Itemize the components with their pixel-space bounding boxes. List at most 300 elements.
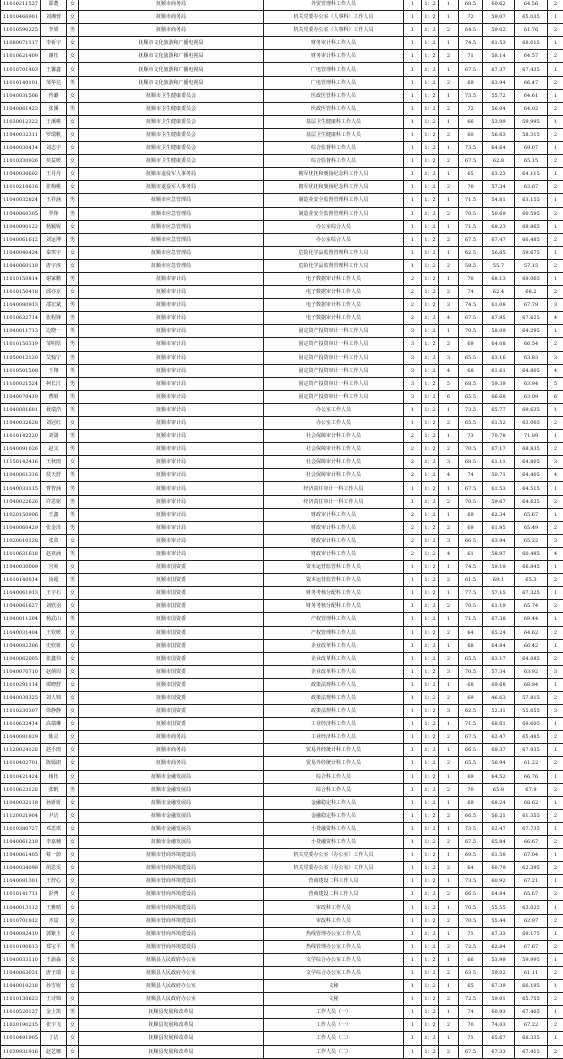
exam-id-cell: 11040070710 bbox=[1, 665, 41, 678]
interview-score-cell: 58.97 bbox=[483, 547, 515, 560]
exam-id-cell: 11040082410 bbox=[1, 927, 41, 940]
position-cell: 审改科工作人员 bbox=[264, 901, 404, 914]
ratio-cell: 1：2 bbox=[422, 888, 439, 901]
gender-cell: 男 bbox=[67, 364, 79, 377]
quota-cell: 1 bbox=[404, 836, 422, 849]
rank-cell: 1 bbox=[439, 115, 459, 128]
name-cell: 邹明厚 bbox=[41, 338, 67, 351]
name-cell: 艾翰宁 bbox=[41, 351, 67, 364]
name-cell: 王舒心 bbox=[41, 875, 67, 888]
total-score-cell: 67.22 bbox=[515, 1019, 548, 1032]
name-cell: 杨颖妮 bbox=[41, 220, 67, 233]
table-row bbox=[1, 652, 563, 665]
ratio-cell: 1：2 bbox=[422, 128, 439, 141]
exam-id-cell: 11010623128 bbox=[1, 783, 41, 796]
table-row bbox=[1, 875, 563, 888]
interview-score-cell: 56.04 bbox=[483, 102, 515, 115]
ratio-cell: 1：2 bbox=[422, 705, 439, 718]
name-cell: 金士凯 bbox=[41, 1006, 67, 1019]
table-row bbox=[1, 1019, 563, 1032]
department-cell: 抚顺市国资委 bbox=[79, 652, 264, 665]
position-cell: 固定资产投资审计一科工作人员 bbox=[264, 338, 404, 351]
quota-cell: 1 bbox=[404, 246, 422, 259]
ratio-cell: 1：2 bbox=[422, 37, 439, 50]
exam-id-cell: 11040091026 bbox=[1, 443, 41, 456]
gender-cell: 女 bbox=[67, 534, 79, 547]
name-cell: 郭紫玉 bbox=[41, 927, 67, 940]
exam-id-cell: 11010190613 bbox=[1, 940, 41, 953]
exam-id-cell: 11040040424 bbox=[1, 246, 41, 259]
gender-cell: 女 bbox=[67, 0, 79, 11]
exam-id-cell: 11040081601 bbox=[1, 403, 41, 416]
table-row bbox=[1, 993, 563, 1006]
table-row bbox=[1, 233, 563, 246]
exam-id-cell: 11020190215 bbox=[1, 1019, 41, 1032]
written-score-cell: 68 bbox=[459, 639, 483, 652]
ratio-cell: 1：2 bbox=[422, 1019, 439, 1032]
position-cell: 企业改革科工作人员 bbox=[264, 665, 404, 678]
table-row bbox=[1, 390, 563, 403]
gender-cell: 女 bbox=[67, 757, 79, 770]
total-score-cell: 61.11 bbox=[515, 966, 548, 979]
exam-id-cell: 11040022626 bbox=[1, 495, 41, 508]
final-rank-cell: 2 bbox=[548, 1045, 563, 1058]
total-score-cell: 66.42 bbox=[515, 639, 548, 652]
written-score-cell: 70 bbox=[459, 181, 483, 194]
total-score-cell: 65.035 bbox=[515, 11, 548, 24]
gender-cell: 女 bbox=[67, 639, 79, 652]
department-cell: 抚顺市国资委 bbox=[79, 613, 264, 626]
gender-cell: 女 bbox=[67, 259, 79, 272]
interview-score-cell: 69.1 bbox=[483, 574, 515, 587]
name-cell: 邹华达 bbox=[41, 76, 67, 89]
quota-cell: 1 bbox=[404, 980, 422, 993]
total-score-cell: 64.61 bbox=[515, 89, 548, 102]
department-cell: 抚顺市营商环境建设局 bbox=[79, 849, 264, 862]
ratio-cell: 1：2 bbox=[422, 639, 439, 652]
department-cell: 抚顺市审计局 bbox=[79, 430, 264, 443]
exam-id-cell: 11030931916 bbox=[1, 1045, 41, 1058]
department-cell: 抚顺市金融发展局 bbox=[79, 809, 264, 822]
written-score-cell: 68.5 bbox=[459, 0, 483, 11]
interview-score-cell: 53.99 bbox=[483, 115, 515, 128]
position-cell: 综合科工作人员 bbox=[264, 770, 404, 783]
exam-id-cell: 11010520127 bbox=[1, 1006, 41, 1019]
table-row bbox=[1, 1045, 563, 1058]
interview-score-cell: 56.21 bbox=[483, 809, 515, 822]
ratio-cell: 1：2 bbox=[422, 521, 439, 534]
final-rank-cell: 2 bbox=[548, 691, 563, 704]
department-cell: 抚顺县人民政府办公室 bbox=[79, 993, 264, 1006]
rank-cell: 1 bbox=[439, 770, 459, 783]
written-score-cell: 67.5 bbox=[459, 1045, 483, 1058]
total-score-cell: 63.155 bbox=[515, 194, 548, 207]
ratio-cell: 1：2 bbox=[422, 272, 439, 285]
department-cell: 抚顺市审计局 bbox=[79, 364, 264, 377]
final-rank-cell: 1 bbox=[548, 168, 563, 181]
name-cell: 徐静静 bbox=[41, 705, 67, 718]
department-cell: 抚顺市应急管理局 bbox=[79, 259, 264, 272]
ratio-cell: 1：2 bbox=[422, 613, 439, 626]
gender-cell: 女 bbox=[67, 50, 79, 63]
ratio-cell: 1：2 bbox=[422, 718, 439, 731]
department-cell: 抚顺市营商环境建设局 bbox=[79, 914, 264, 927]
quota-cell: 1 bbox=[404, 417, 422, 430]
written-score-cell: 71 bbox=[459, 50, 483, 63]
department-cell: 抚顺市卫生健康委员会 bbox=[79, 89, 264, 102]
name-cell: 邱亦京 bbox=[41, 286, 67, 299]
final-rank-cell: 2 bbox=[548, 181, 563, 194]
position-cell: 广电管理科工作人员 bbox=[264, 76, 404, 89]
position-cell: 文秘 bbox=[264, 980, 404, 993]
total-score-cell: 57.815 bbox=[515, 691, 548, 704]
table-row bbox=[1, 953, 563, 966]
rank-cell: 5 bbox=[439, 377, 459, 390]
department-cell: 抚顺市国资委 bbox=[79, 626, 264, 639]
exam-id-cell: 11040063031 bbox=[1, 966, 41, 979]
exam-id-cell: 11120021904 bbox=[1, 809, 41, 822]
table-row bbox=[1, 194, 563, 207]
exam-id-cell: 11150142416 bbox=[1, 456, 41, 469]
table-row bbox=[1, 495, 563, 508]
department-cell: 抚顺市国资委 bbox=[79, 665, 264, 678]
written-score-cell: 70.5 bbox=[459, 600, 483, 613]
gender-cell: 女 bbox=[67, 849, 79, 862]
name-cell: 曹智涵 bbox=[41, 482, 67, 495]
written-score-cell: 77.5 bbox=[459, 587, 483, 600]
department-cell: 抚顺市审计局 bbox=[79, 547, 264, 560]
ratio-cell: 1：2 bbox=[422, 822, 439, 835]
exam-id-cell: 11010590225 bbox=[1, 24, 41, 37]
gender-cell: 女 bbox=[67, 561, 79, 574]
department-cell: 抚顺市金融发展局 bbox=[79, 836, 264, 849]
position-cell: 企业改革科工作人员 bbox=[264, 639, 404, 652]
rank-cell: 1 bbox=[439, 927, 459, 940]
rank-cell: 1 bbox=[439, 272, 459, 285]
total-score-cell: 65.67 bbox=[515, 888, 548, 901]
total-score-cell: 63.67 bbox=[515, 181, 548, 194]
position-cell: 热线管理办公室工作人员 bbox=[264, 940, 404, 953]
quota-cell: 1 bbox=[404, 613, 422, 626]
name-cell: 邵宏斌 bbox=[41, 299, 67, 312]
total-score-cell: 61.355 bbox=[515, 809, 548, 822]
exam-id-cell: 11040030009 bbox=[1, 561, 41, 574]
rank-cell: 2 bbox=[439, 417, 459, 430]
quota-cell: 2 bbox=[404, 430, 422, 443]
table-row bbox=[1, 246, 563, 259]
department-cell: 抚顺县人民政府办公室 bbox=[79, 953, 264, 966]
exam-id-cell: 11010142220 bbox=[1, 430, 41, 443]
department-cell: 抚顺县发展和改革局 bbox=[79, 1032, 264, 1045]
exam-id-cell: 11010141711 bbox=[1, 888, 41, 901]
quota-cell: 2 bbox=[404, 443, 422, 456]
written-score-cell: 72.5 bbox=[459, 993, 483, 1006]
department-cell: 抚顺市商务局 bbox=[79, 11, 264, 24]
interview-score-cell: 57.34 bbox=[483, 665, 515, 678]
gender-cell: 男 bbox=[67, 508, 79, 521]
rank-cell: 1 bbox=[439, 37, 459, 50]
rank-cell: 1 bbox=[439, 194, 459, 207]
total-score-cell: 69.865 bbox=[515, 220, 548, 233]
ratio-cell: 1：2 bbox=[422, 259, 439, 272]
name-cell: 刘运博 bbox=[41, 233, 67, 246]
table-row bbox=[1, 534, 563, 547]
ratio-cell: 1：2 bbox=[422, 691, 439, 704]
interview-score-cell: 68.61 bbox=[483, 718, 515, 731]
quota-cell: 2 bbox=[404, 469, 422, 482]
gender-cell: 男 bbox=[67, 469, 79, 482]
final-rank-cell: 3 bbox=[548, 299, 563, 312]
rank-cell: 2 bbox=[439, 731, 459, 744]
written-score-cell: 67.5 bbox=[459, 312, 483, 325]
final-rank-cell: 2 bbox=[548, 338, 563, 351]
rank-cell: 2 bbox=[439, 626, 459, 639]
rank-cell: 1 bbox=[439, 142, 459, 155]
gender-cell: 女 bbox=[67, 1019, 79, 1032]
total-score-cell: 66.47 bbox=[515, 76, 548, 89]
quota-cell: 1 bbox=[404, 403, 422, 416]
gender-cell: 女 bbox=[67, 888, 79, 901]
name-cell: 王翔 bbox=[41, 364, 67, 377]
rank-cell: 4 bbox=[439, 469, 459, 482]
rank-cell: 2 bbox=[439, 966, 459, 979]
interview-score-cell: 69.37 bbox=[483, 744, 515, 757]
interview-score-cell: 61.58 bbox=[483, 849, 515, 862]
rank-cell: 1 bbox=[439, 587, 459, 600]
name-cell: 王诗锦 bbox=[41, 993, 67, 1006]
table-row bbox=[1, 849, 563, 862]
department-cell: 抚顺市应急管理局 bbox=[79, 246, 264, 259]
interview-score-cell: 59.01 bbox=[483, 993, 515, 1006]
written-score-cell: 66.5 bbox=[459, 534, 483, 547]
table-row bbox=[1, 561, 563, 574]
table-row bbox=[1, 50, 563, 63]
rank-cell: 1 bbox=[439, 430, 459, 443]
written-score-cell: 71.5 bbox=[459, 718, 483, 731]
table-row bbox=[1, 142, 563, 155]
total-score-cell: 62.395 bbox=[515, 862, 548, 875]
total-score-cell: 66.195 bbox=[515, 980, 548, 993]
exam-id-cell: 11040030325 bbox=[1, 691, 41, 704]
interview-score-cell: 67.47 bbox=[483, 233, 515, 246]
exam-id-cell: 11040060119 bbox=[1, 259, 41, 272]
rank-cell: 1 bbox=[439, 718, 459, 731]
exam-id-cell: 11040030602 bbox=[1, 168, 41, 181]
rank-cell: 2 bbox=[439, 1045, 459, 1058]
position-cell: 电子数据审计科工作人员 bbox=[264, 286, 404, 299]
name-cell: 张苗 bbox=[41, 534, 67, 547]
total-score-cell: 67.935 bbox=[515, 744, 548, 757]
gender-cell: 男 bbox=[67, 312, 79, 325]
quota-cell: 1 bbox=[404, 168, 422, 181]
rank-cell: 2 bbox=[439, 940, 459, 953]
total-score-cell: 65.3 bbox=[515, 574, 548, 587]
department-cell: 抚顺市审计局 bbox=[79, 521, 264, 534]
ratio-cell: 1：2 bbox=[422, 417, 439, 430]
table-row bbox=[1, 587, 563, 600]
name-cell: 边晓一 bbox=[41, 325, 67, 338]
interview-score-cell: 61.53 bbox=[483, 482, 515, 495]
exam-id-cell: 11010150418 bbox=[1, 286, 41, 299]
ratio-cell: 1：2 bbox=[422, 443, 439, 456]
ratio-cell: 1：2 bbox=[422, 312, 439, 325]
total-score-cell: 68.835 bbox=[515, 443, 548, 456]
interview-score-cell: 62.47 bbox=[483, 731, 515, 744]
total-score-cell: 67.625 bbox=[515, 312, 548, 325]
ratio-cell: 1：2 bbox=[422, 966, 439, 979]
position-cell: 制造业安全监督管理科工作人员 bbox=[264, 207, 404, 220]
position-cell: 社会保障审计科工作人员 bbox=[264, 443, 404, 456]
ratio-cell: 1：2 bbox=[422, 1006, 439, 1019]
quota-cell: 1 bbox=[404, 809, 422, 822]
gender-cell: 女 bbox=[67, 993, 79, 1006]
position-cell: 工作人员（二） bbox=[264, 1032, 404, 1045]
department-cell: 抚顺市审计局 bbox=[79, 534, 264, 547]
department-cell: 抚顺市审计局 bbox=[79, 351, 264, 364]
table-row bbox=[1, 312, 563, 325]
rank-cell: 3 bbox=[439, 351, 459, 364]
rank-cell: 1 bbox=[439, 822, 459, 835]
interview-score-cell: 62.8 bbox=[483, 155, 515, 168]
name-cell: 侯益媛 bbox=[41, 155, 67, 168]
written-score-cell: 61.5 bbox=[459, 574, 483, 587]
interview-score-cell: 63.94 bbox=[483, 76, 515, 89]
final-rank-cell: 2 bbox=[548, 233, 563, 246]
gender-cell: 男 bbox=[67, 102, 79, 115]
department-cell: 抚顺市国资委 bbox=[79, 574, 264, 587]
quota-cell: 1 bbox=[404, 796, 422, 809]
ratio-cell: 1：2 bbox=[422, 587, 439, 600]
department-cell: 抚顺市应急管理局 bbox=[79, 233, 264, 246]
quota-cell: 1 bbox=[404, 822, 422, 835]
interview-score-cell: 65.77 bbox=[483, 403, 515, 416]
quota-cell: 2 bbox=[404, 312, 422, 325]
position-cell: 金融稳定科工作人员 bbox=[264, 809, 404, 822]
written-score-cell: 69 bbox=[459, 338, 483, 351]
table-row bbox=[1, 914, 563, 927]
quota-cell: 1 bbox=[404, 482, 422, 495]
interview-score-cell: 50.71 bbox=[483, 469, 515, 482]
position-cell: 政策法规科工作人员 bbox=[264, 678, 404, 691]
written-score-cell: 73.5 bbox=[459, 403, 483, 416]
total-score-cell: 69.635 bbox=[515, 403, 548, 416]
exam-id-cell: 11040070419 bbox=[1, 390, 41, 403]
exam-id-cell: 11040031404 bbox=[1, 626, 41, 639]
final-rank-cell: 2 bbox=[548, 0, 563, 11]
written-score-cell: 70.5 bbox=[459, 325, 483, 338]
written-score-cell: 67.5 bbox=[459, 836, 483, 849]
name-cell: 刘人锦 bbox=[41, 691, 67, 704]
department-cell: 抚顺市文化旅游和广播电视局 bbox=[79, 76, 264, 89]
rank-cell: 1 bbox=[439, 325, 459, 338]
quota-cell: 1 bbox=[404, 207, 422, 220]
position-cell: 办公室工作人员 bbox=[264, 417, 404, 430]
position-cell: 资本运营监管科工作人员 bbox=[264, 561, 404, 574]
exam-id-cell: 11010140814 bbox=[1, 574, 41, 587]
final-rank-cell: 2 bbox=[548, 1019, 563, 1032]
rank-cell: 1 bbox=[439, 901, 459, 914]
position-cell: 固定资产投资审计一科工作人员 bbox=[264, 325, 404, 338]
ratio-cell: 1：2 bbox=[422, 626, 439, 639]
gender-cell: 女 bbox=[67, 128, 79, 141]
quota-cell: 1 bbox=[404, 744, 422, 757]
table-row bbox=[1, 809, 563, 822]
table-row bbox=[1, 168, 563, 181]
department-cell: 抚顺市国资委 bbox=[79, 600, 264, 613]
position-cell: 综合监督科工作人员 bbox=[264, 155, 404, 168]
ratio-cell: 1：2 bbox=[422, 862, 439, 875]
table-body bbox=[1, 0, 563, 1058]
rank-cell: 2 bbox=[439, 783, 459, 796]
name-cell: 张溪 bbox=[41, 102, 67, 115]
interview-score-cell: 64.84 bbox=[483, 888, 515, 901]
name-cell: 王祥涵 bbox=[41, 194, 67, 207]
gender-cell: 男 bbox=[67, 495, 79, 508]
department-cell: 抚顺市退役军人事务局 bbox=[79, 168, 264, 181]
exam-id-cell: 11040061219 bbox=[1, 836, 41, 849]
department-cell: 抚顺市应急管理局 bbox=[79, 207, 264, 220]
written-score-cell: 70 bbox=[459, 1019, 483, 1032]
total-score-cell: 62.97 bbox=[515, 914, 548, 927]
total-score-cell: 66.485 bbox=[515, 233, 548, 246]
total-score-cell: 68.015 bbox=[515, 37, 548, 50]
quota-cell: 1 bbox=[404, 1032, 422, 1045]
written-score-cell: 67.5 bbox=[459, 731, 483, 744]
department-cell: 抚顺市审计局 bbox=[79, 390, 264, 403]
exam-id-cell: 11040082306 bbox=[1, 639, 41, 652]
gender-cell: 女 bbox=[67, 115, 79, 128]
written-score-cell: 74 bbox=[459, 286, 483, 299]
written-score-cell: 70 bbox=[459, 783, 483, 796]
total-score-cell: 59.995 bbox=[515, 953, 548, 966]
final-rank-cell: 1 bbox=[548, 246, 563, 259]
name-cell: 陈灵 bbox=[41, 731, 67, 744]
position-cell: 经济责任审计一科工作人员 bbox=[264, 495, 404, 508]
table-row bbox=[1, 377, 563, 390]
final-rank-cell: 3 bbox=[548, 534, 563, 547]
total-score-cell: 67.79 bbox=[515, 299, 548, 312]
quota-cell: 1 bbox=[404, 731, 422, 744]
rank-cell: 1 bbox=[439, 953, 459, 966]
name-cell: 邵董 bbox=[41, 0, 67, 11]
total-score-cell: 64.57 bbox=[515, 50, 548, 63]
quota-cell: 2 bbox=[404, 547, 422, 560]
exam-id-cell: 11040030414 bbox=[1, 142, 41, 155]
interview-score-cell: 67.38 bbox=[483, 613, 515, 626]
final-rank-cell: 5 bbox=[548, 377, 563, 390]
name-cell: 刘欣羽 bbox=[41, 600, 67, 613]
table-row bbox=[1, 338, 563, 351]
exam-id-cell: 11040010218 bbox=[1, 980, 41, 993]
total-score-cell: 68.84 bbox=[515, 678, 548, 691]
written-score-cell: 69 bbox=[459, 521, 483, 534]
exam-id-cell: 11010291114 bbox=[1, 678, 41, 691]
final-rank-cell: 3 bbox=[548, 665, 563, 678]
written-score-cell: 65 bbox=[459, 168, 483, 181]
written-score-cell: 71 bbox=[459, 927, 483, 940]
department-cell: 抚顺市营商环境建设局 bbox=[79, 888, 264, 901]
final-rank-cell: 2 bbox=[548, 862, 563, 875]
rank-cell: 2 bbox=[439, 102, 459, 115]
written-score-cell: 68.5 bbox=[459, 377, 483, 390]
rank-cell: 2 bbox=[439, 286, 459, 299]
position-cell: 危险化学品监督管理科工作人员 bbox=[264, 246, 404, 259]
department-cell: 抚顺县发展和改革局 bbox=[79, 1006, 264, 1019]
total-score-cell: 61.76 bbox=[515, 24, 548, 37]
ratio-cell: 1：2 bbox=[422, 207, 439, 220]
rank-cell: 2 bbox=[439, 24, 459, 37]
ratio-cell: 1：2 bbox=[422, 836, 439, 849]
